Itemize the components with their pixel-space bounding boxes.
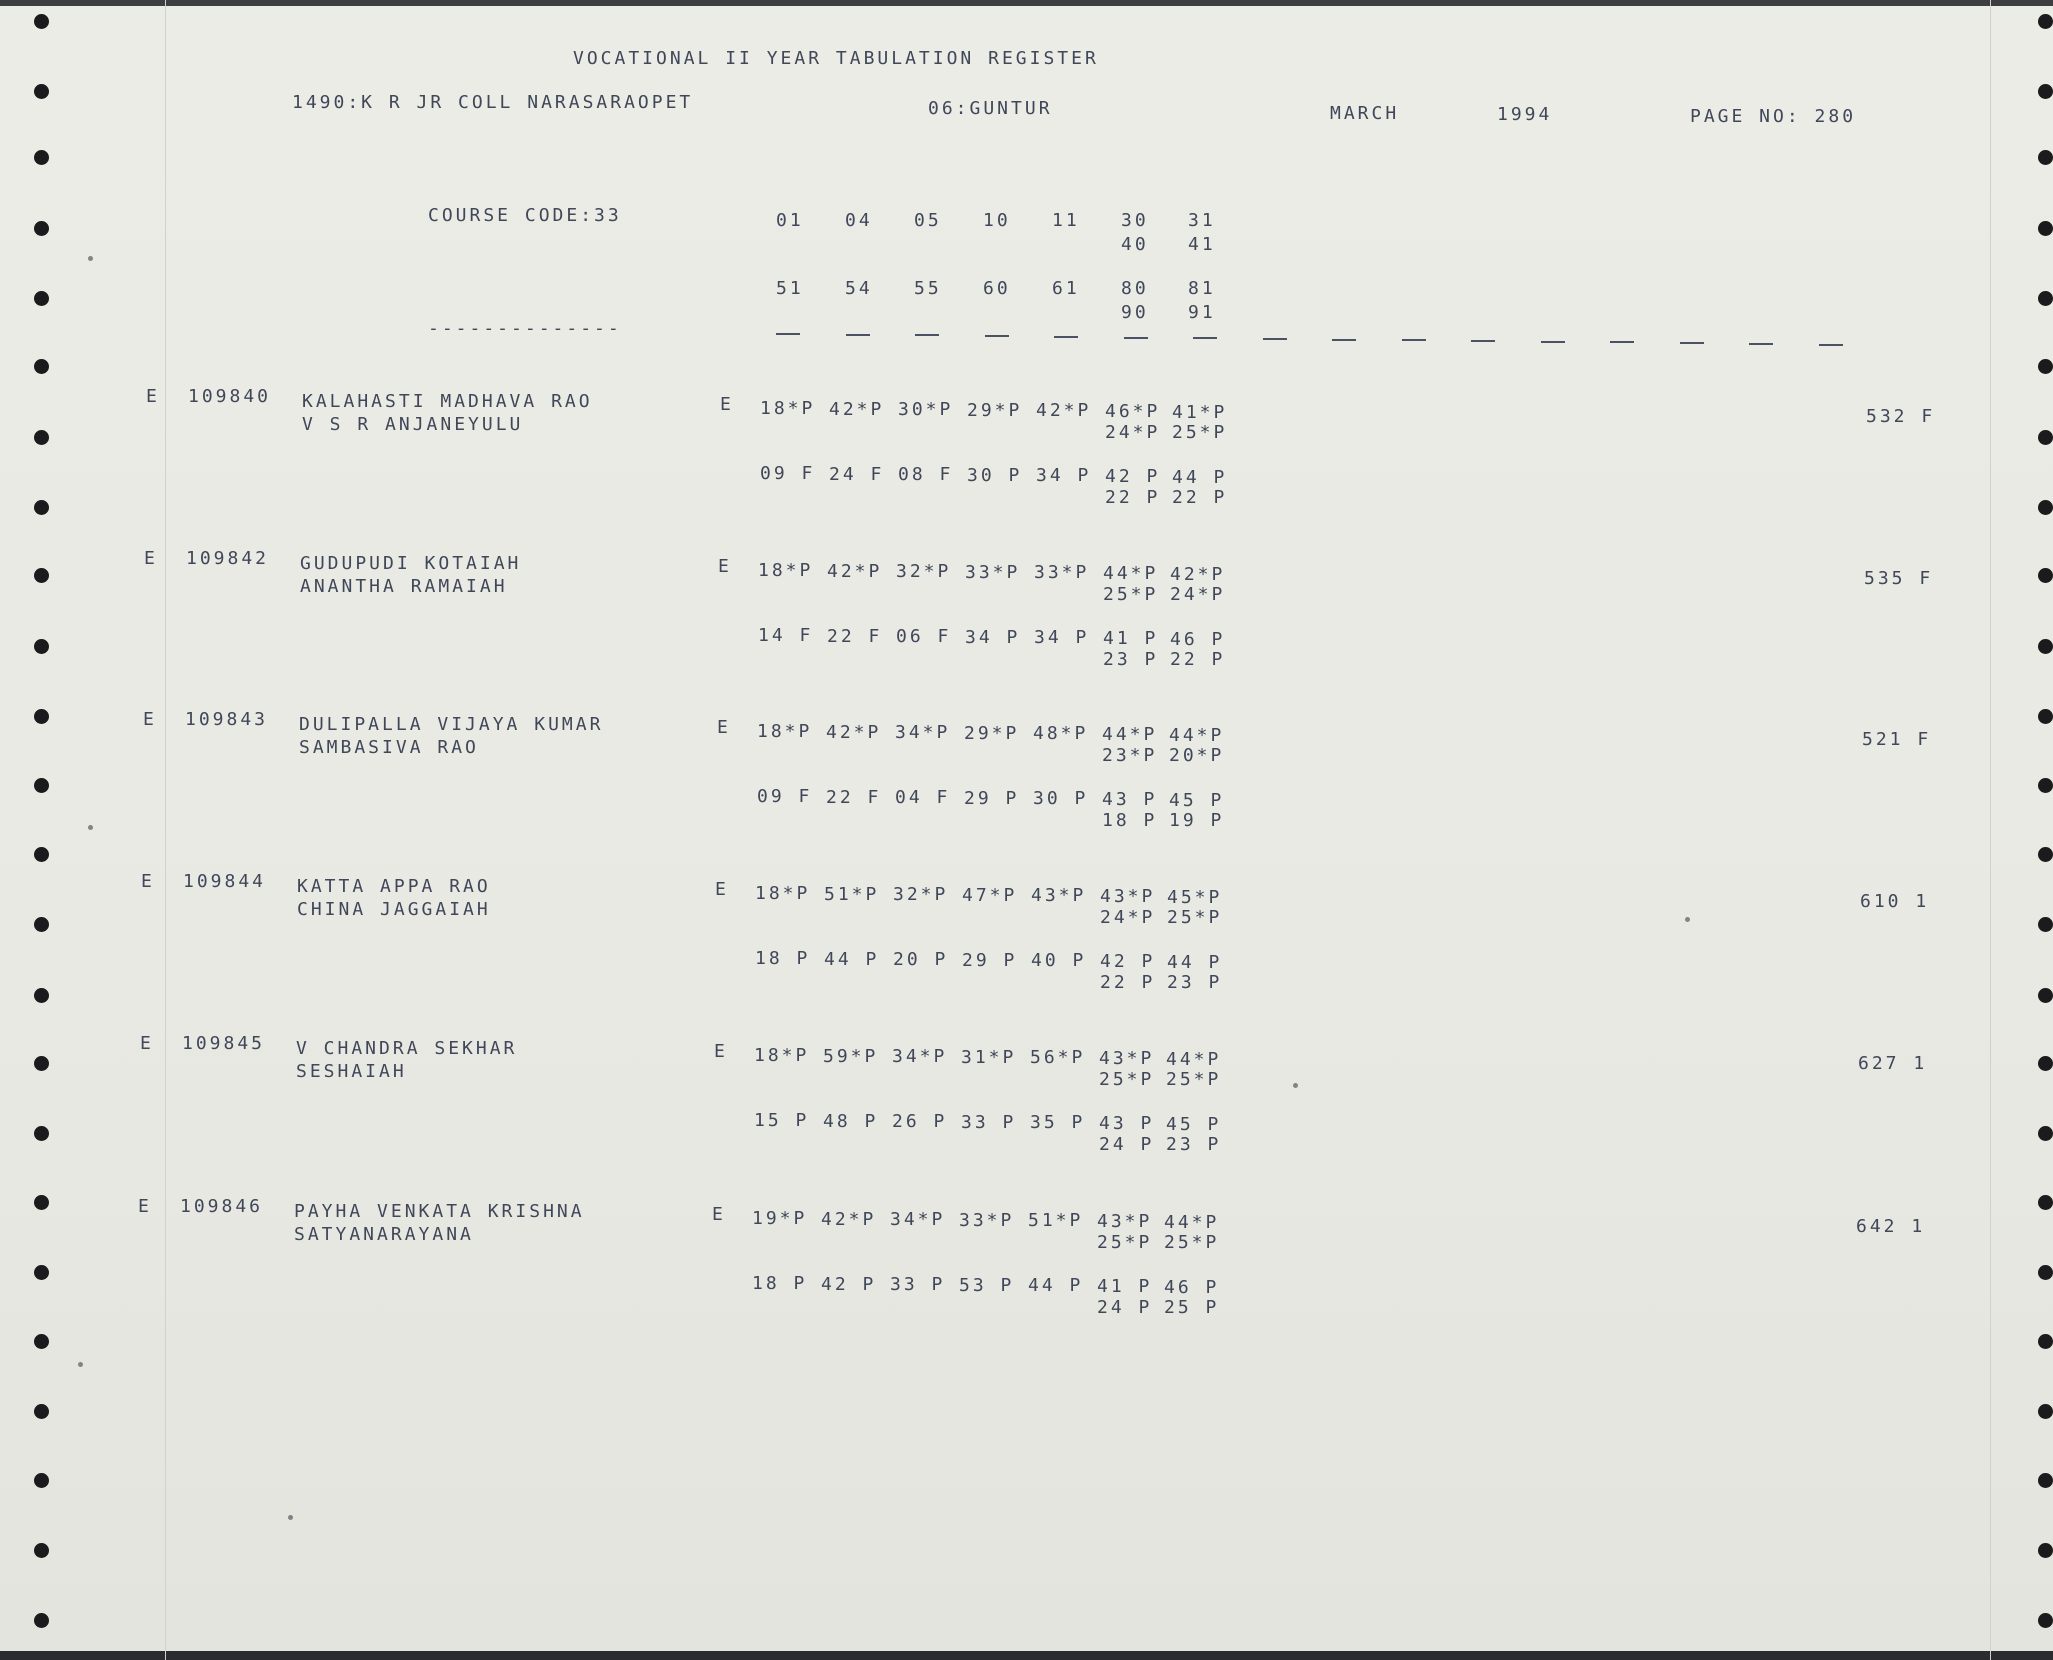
- mark-cell: 34*P: [890, 1209, 946, 1231]
- mark-cell: 24 P: [1097, 1297, 1153, 1318]
- mark-cell: 34 P: [1036, 465, 1092, 487]
- register-number: 109843: [185, 709, 269, 730]
- mark-cell: 18*P: [758, 560, 814, 581]
- father-name: CHINA JAGGAIAH: [297, 899, 491, 920]
- mark-cell: 25*P: [1099, 1069, 1155, 1090]
- father-name: ANANTHA RAMAIAH: [300, 576, 508, 597]
- tractor-hole: [2038, 1195, 2053, 1210]
- right-tractor-holes: [2010, 0, 2050, 1660]
- course-column-code: 55: [914, 278, 942, 299]
- mark-cell: 22 P: [1100, 972, 1156, 993]
- tractor-hole: [2038, 84, 2053, 99]
- column-separator: [1054, 336, 1078, 338]
- mark-cell: 18 P: [755, 948, 811, 969]
- course-column-code: 04: [845, 210, 873, 231]
- tractor-hole: [34, 568, 49, 583]
- tractor-hole: [34, 1613, 49, 1628]
- mark-cell: 43*P: [1100, 886, 1156, 907]
- mark-cell: 42*P: [1170, 563, 1226, 585]
- tractor-hole: [34, 84, 49, 99]
- mark-cell: 42*P: [827, 560, 883, 582]
- mark-cell: 45*P: [1167, 886, 1223, 908]
- tractor-hole: [34, 778, 49, 793]
- student-name: V CHANDRA SEKHAR: [296, 1038, 518, 1059]
- tractor-hole: [34, 847, 49, 862]
- mark-cell: 41 P: [1097, 1276, 1153, 1297]
- column-separator: [915, 334, 939, 336]
- grand-total: 642 1: [1856, 1216, 1926, 1237]
- mark-cell: 35 P: [1030, 1112, 1086, 1134]
- mark-cell: 18 P: [752, 1273, 808, 1294]
- mark-cell: 44 P: [1028, 1275, 1084, 1297]
- column-separator: [1332, 339, 1356, 341]
- tractor-hole: [34, 709, 49, 724]
- column-separator: [1471, 340, 1495, 342]
- column-separator: [1819, 344, 1843, 346]
- column-separator: [1680, 342, 1704, 344]
- mark-cell: 33 P: [890, 1274, 946, 1296]
- mark-cell: 25*P: [1097, 1232, 1153, 1253]
- course-column-code: 54: [845, 278, 873, 299]
- tractor-hole: [34, 221, 49, 236]
- student-flag: E: [146, 386, 160, 407]
- mark-cell: 43 P: [1099, 1113, 1155, 1134]
- column-separator: [776, 333, 800, 335]
- mark-cell: 23 P: [1166, 1134, 1222, 1155]
- tractor-hole: [34, 14, 49, 29]
- mark-cell: 24 P: [1099, 1134, 1155, 1155]
- course-column-code: 90: [1121, 302, 1149, 323]
- tractor-hole: [34, 1404, 49, 1419]
- student-flag: E: [144, 548, 158, 569]
- column-separator: [846, 334, 870, 336]
- mark-cell: 42 P: [1100, 951, 1156, 972]
- stream-code: E: [715, 879, 729, 900]
- register-number: 109845: [182, 1033, 266, 1054]
- mark-cell: 33*P: [965, 561, 1021, 583]
- tractor-hole: [34, 1126, 49, 1141]
- tractor-hole: [2038, 1613, 2053, 1628]
- exam-month: MARCH: [1330, 103, 1400, 124]
- tractor-hole: [2038, 1056, 2053, 1071]
- mark-cell: 34*P: [895, 722, 951, 744]
- tractor-hole: [2038, 14, 2053, 29]
- mark-cell: 44*P: [1169, 724, 1225, 746]
- column-separator: [1402, 339, 1426, 341]
- student-name: KALAHASTI MADHAVA RAO: [302, 391, 593, 412]
- course-column-code: 61: [1052, 278, 1080, 299]
- mark-cell: 29 P: [964, 787, 1020, 809]
- tractor-hole: [2038, 1404, 2053, 1419]
- course-code-underline: --------------: [428, 318, 622, 339]
- mark-cell: 45 P: [1169, 789, 1225, 811]
- course-column-code: 60: [983, 278, 1011, 299]
- paper-speck: [1685, 917, 1690, 922]
- tractor-hole: [34, 1473, 49, 1488]
- mark-cell: 44*P: [1102, 724, 1158, 745]
- mark-cell: 22 P: [1170, 649, 1226, 670]
- column-separator: [1263, 338, 1287, 340]
- mark-cell: 24*P: [1100, 907, 1156, 928]
- mark-cell: 23*P: [1102, 745, 1158, 766]
- mark-cell: 22 P: [1105, 487, 1161, 508]
- tractor-hole: [2038, 500, 2053, 515]
- tractor-hole: [34, 291, 49, 306]
- stream-code: E: [718, 556, 732, 577]
- mark-cell: 51*P: [1028, 1210, 1084, 1232]
- mark-cell: 44 P: [824, 948, 880, 970]
- mark-cell: 43*P: [1099, 1048, 1155, 1069]
- tractor-hole: [2038, 430, 2053, 445]
- mark-cell: 30 P: [1033, 788, 1089, 810]
- tractor-hole: [34, 1195, 49, 1210]
- mark-cell: 23 P: [1167, 972, 1223, 993]
- mark-cell: 46 P: [1170, 628, 1226, 650]
- mark-cell: 46 P: [1164, 1276, 1220, 1298]
- paper-speck: [88, 256, 93, 261]
- mark-cell: 34 P: [965, 626, 1021, 648]
- page-number: PAGE NO: 280: [1690, 106, 1857, 127]
- column-separator: [1610, 341, 1634, 343]
- mark-cell: 20*P: [1169, 745, 1225, 766]
- course-column-code: 01: [776, 210, 804, 231]
- mark-cell: 09 F: [760, 463, 816, 484]
- mark-cell: 40 P: [1031, 950, 1087, 972]
- tractor-hole: [2038, 291, 2053, 306]
- mark-cell: 30 P: [967, 464, 1023, 486]
- father-name: V S R ANJANEYULU: [302, 414, 524, 435]
- mark-cell: 14 F: [758, 625, 814, 646]
- course-column-code: 10: [983, 210, 1011, 231]
- course-column-code: 40: [1121, 234, 1149, 255]
- mark-cell: 25*P: [1166, 1069, 1222, 1090]
- register-number: 109846: [180, 1196, 264, 1217]
- mark-cell: 42*P: [826, 721, 882, 743]
- mark-cell: 42*P: [821, 1208, 877, 1230]
- right-margin-line: [1990, 0, 1991, 1660]
- paper-speck: [288, 1515, 293, 1520]
- mark-cell: 43 P: [1102, 789, 1158, 810]
- tractor-hole: [2038, 359, 2053, 374]
- register-number: 109840: [188, 386, 272, 407]
- mark-cell: 22 P: [1172, 487, 1228, 508]
- tractor-hole: [2038, 917, 2053, 932]
- mark-cell: 18*P: [760, 398, 816, 419]
- tractor-hole: [2038, 1473, 2053, 1488]
- college-name: 1490:K R JR COLL NARASARAOPET: [292, 92, 694, 113]
- tractor-hole: [2038, 1126, 2053, 1141]
- mark-cell: 29*P: [967, 399, 1023, 421]
- student-flag: E: [141, 871, 155, 892]
- tractor-hole: [34, 500, 49, 515]
- mark-cell: 48 P: [823, 1110, 879, 1132]
- mark-cell: 29 P: [962, 949, 1018, 971]
- column-separator: [1193, 337, 1217, 339]
- student-flag: E: [140, 1033, 154, 1054]
- stream-code: E: [712, 1204, 726, 1225]
- column-separator: [1749, 343, 1773, 345]
- tractor-hole: [34, 150, 49, 165]
- mark-cell: 25*P: [1167, 907, 1223, 928]
- mark-cell: 46*P: [1105, 401, 1161, 422]
- grand-total: 521 F: [1862, 729, 1932, 750]
- mark-cell: 42*P: [1036, 400, 1092, 422]
- mark-cell: 24 F: [829, 463, 885, 485]
- tractor-hole: [34, 988, 49, 1003]
- tractor-hole: [2038, 847, 2053, 862]
- course-column-code: 80: [1121, 278, 1149, 299]
- father-name: SAMBASIVA RAO: [299, 737, 479, 758]
- tractor-hole: [2038, 1334, 2053, 1349]
- tractor-hole: [2038, 568, 2053, 583]
- mark-cell: 20 P: [893, 949, 949, 971]
- mark-cell: 25*P: [1172, 422, 1228, 443]
- mark-cell: 26 P: [892, 1111, 948, 1133]
- mark-cell: 44 P: [1167, 951, 1223, 973]
- student-flag: E: [138, 1196, 152, 1217]
- stream-code: E: [714, 1041, 728, 1062]
- mark-cell: 18*P: [757, 721, 813, 742]
- mark-cell: 48*P: [1033, 723, 1089, 745]
- course-column-code: 05: [914, 210, 942, 231]
- student-name: GUDUPUDI KOTAIAH: [300, 553, 522, 574]
- mark-cell: 44 P: [1172, 466, 1228, 488]
- tractor-hole: [34, 359, 49, 374]
- student-name: KATTA APPA RAO: [297, 876, 491, 897]
- tractor-hole: [34, 1334, 49, 1349]
- tractor-hole: [34, 1056, 49, 1071]
- mark-cell: 42 P: [821, 1273, 877, 1295]
- course-column-code: 51: [776, 278, 804, 299]
- paper-speck: [1293, 1083, 1298, 1088]
- stream-code: E: [720, 394, 734, 415]
- tractor-hole: [2038, 221, 2053, 236]
- mark-cell: 45 P: [1166, 1113, 1222, 1135]
- mark-cell: 43*P: [1097, 1211, 1153, 1232]
- mark-cell: 29*P: [964, 722, 1020, 744]
- grand-total: 627 1: [1858, 1053, 1928, 1074]
- course-column-code: 91: [1188, 302, 1216, 323]
- mark-cell: 15 P: [754, 1110, 810, 1131]
- grand-total: 610 1: [1860, 891, 1930, 912]
- mark-cell: 47*P: [962, 884, 1018, 906]
- mark-cell: 30*P: [898, 399, 954, 421]
- mark-cell: 41*P: [1172, 401, 1228, 423]
- tractor-hole: [2038, 988, 2053, 1003]
- column-separator: [985, 335, 1009, 337]
- course-column-code: 81: [1188, 278, 1216, 299]
- mark-cell: 42*P: [829, 398, 885, 420]
- bottom-edge: [0, 1651, 2053, 1660]
- course-column-code: 41: [1188, 234, 1216, 255]
- mark-cell: 18 P: [1102, 810, 1158, 831]
- mark-cell: 33*P: [1034, 562, 1090, 584]
- mark-cell: 18*P: [755, 883, 811, 904]
- mark-cell: 08 F: [898, 464, 954, 486]
- tractor-hole: [2038, 778, 2053, 793]
- mark-cell: 44*P: [1164, 1211, 1220, 1233]
- mark-cell: 25*P: [1103, 584, 1159, 605]
- course-column-code: 11: [1052, 210, 1080, 231]
- mark-cell: 22 F: [827, 625, 883, 647]
- mark-cell: 31*P: [961, 1046, 1017, 1068]
- stream-code: E: [717, 717, 731, 738]
- mark-cell: 43*P: [1031, 885, 1087, 907]
- mark-cell: 25 P: [1164, 1297, 1220, 1318]
- column-separator: [1541, 341, 1565, 343]
- student-name: PAYHA VENKATA KRISHNA: [294, 1201, 585, 1222]
- district-name: 06:GUNTUR: [928, 98, 1053, 119]
- mark-cell: 59*P: [823, 1045, 879, 1067]
- mark-cell: 24*P: [1170, 584, 1226, 605]
- mark-cell: 04 F: [895, 787, 951, 809]
- grand-total: 532 F: [1866, 406, 1936, 427]
- tractor-hole: [2038, 150, 2053, 165]
- tractor-hole: [2038, 639, 2053, 654]
- student-flag: E: [143, 709, 157, 730]
- top-edge: [0, 0, 2053, 6]
- tractor-hole: [34, 1543, 49, 1558]
- exam-year: 1994: [1497, 104, 1553, 125]
- mark-cell: 22 F: [826, 786, 882, 808]
- paper-speck: [88, 825, 93, 830]
- mark-cell: 06 F: [896, 626, 952, 648]
- mark-cell: 44*P: [1103, 563, 1159, 584]
- student-name: DULIPALLA VIJAYA KUMAR: [299, 714, 604, 735]
- mark-cell: 34 P: [1034, 627, 1090, 649]
- mark-cell: 33 P: [961, 1111, 1017, 1133]
- tractor-hole: [34, 917, 49, 932]
- mark-cell: 09 F: [757, 786, 813, 807]
- mark-cell: 51*P: [824, 883, 880, 905]
- report-title: VOCATIONAL II YEAR TABULATION REGISTER: [573, 48, 1099, 69]
- tractor-hole: [34, 1265, 49, 1280]
- grand-total: 535 F: [1864, 568, 1934, 589]
- mark-cell: 19 P: [1169, 810, 1225, 831]
- mark-cell: 32*P: [893, 884, 949, 906]
- paper-speck: [78, 1362, 83, 1367]
- tractor-hole: [2038, 1543, 2053, 1558]
- tractor-hole: [34, 430, 49, 445]
- mark-cell: 25*P: [1164, 1232, 1220, 1253]
- tractor-hole: [34, 639, 49, 654]
- course-column-code: 31: [1188, 210, 1216, 231]
- tractor-hole: [2038, 1265, 2053, 1280]
- left-tractor-holes: [0, 0, 40, 1660]
- mark-cell: 56*P: [1030, 1047, 1086, 1069]
- mark-cell: 44*P: [1166, 1048, 1222, 1070]
- mark-cell: 42 P: [1105, 466, 1161, 487]
- mark-cell: 19*P: [752, 1208, 808, 1229]
- column-separator: [1124, 337, 1148, 339]
- mark-cell: 18*P: [754, 1045, 810, 1066]
- mark-cell: 23 P: [1103, 649, 1159, 670]
- course-code: COURSE CODE:33: [428, 205, 622, 226]
- father-name: SESHAIAH: [296, 1061, 407, 1082]
- mark-cell: 24*P: [1105, 422, 1161, 443]
- mark-cell: 53 P: [959, 1274, 1015, 1296]
- father-name: SATYANARAYANA: [294, 1224, 474, 1245]
- mark-cell: 34*P: [892, 1046, 948, 1068]
- tractor-hole: [2038, 709, 2053, 724]
- mark-cell: 33*P: [959, 1209, 1015, 1231]
- course-column-code: 30: [1121, 210, 1149, 231]
- left-margin-line: [165, 0, 166, 1660]
- mark-cell: 32*P: [896, 561, 952, 583]
- mark-cell: 41 P: [1103, 628, 1159, 649]
- register-number: 109842: [186, 548, 270, 569]
- register-number: 109844: [183, 871, 267, 892]
